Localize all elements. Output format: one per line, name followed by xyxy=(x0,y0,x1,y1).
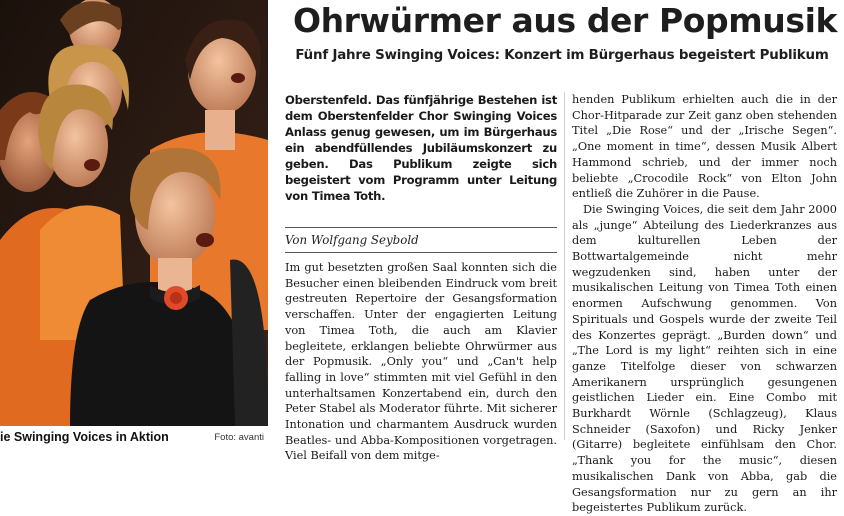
body-left-paragraph: Im gut besetzten großen Saal konnten sich die Besucher einen bleibenden Eindruck vom breit gestreuten Repertoire der Gesangsformation verschaffen. Unter der engagierten Leitung von Timea Toth, die auch am Klavier begleitete, erklangen beliebte Ohrwürmer aus der Popmusik. „Only you“ und „Can't help falling in love“ stimmten mit viel Gefühl in den unterhaltsamen Konzertabend ein, durch den Peter Stabel als Moderator führte. Mit sicherer Intonation und charmantem Ausdruck wurden Beatles- und Abba-Kompositionen vorgetragen. Viel Beifall von dem mitge- xyxy=(285,261,557,463)
photo-credit: Foto: avanti xyxy=(214,432,264,443)
article-body-left xyxy=(285,260,557,464)
article-lead-text: Das fünfjährige Bestehen ist dem Oberstenfelder Chor Swinging Voices Anlass genug gewesen, um im Bürgerhaus ein abendfüllendes Jubiläumskonzert zu geben. Das Publikum zeigte sich begeistert vom Programm unter Leitung von Timea Toth. xyxy=(285,93,557,203)
photo-caption: ie Swinging Voices in Aktion xyxy=(0,430,169,444)
choir-photo xyxy=(0,0,268,426)
article-subheadline: Fünf Jahre Swinging Voices: Konzert im Bürgerhaus begeistert Publikum xyxy=(295,48,829,63)
byline-rule-bottom xyxy=(285,252,557,253)
article-headline: Ohrwürmer aus der Popmusik xyxy=(292,1,838,40)
body-right-paragraph-1: henden Publikum erhielten auch die in der Chor-Hitparade zur Zeit ganz oben stehenden Titel „Die Rose“ und der „Irische Segen“. „One moment in time“, dessen Musik Albert Hammond schrieb, und der immer noch beliebte „Crocodile Rock“ von Elton John entließ die Zuhörer in die Pause. xyxy=(572,93,837,201)
article-dateline: Oberstenfeld. xyxy=(285,93,372,107)
article-body-right xyxy=(572,92,837,516)
column-gutter xyxy=(564,92,565,440)
byline-rule-top xyxy=(285,227,557,228)
body-right-paragraph-2: Die Swinging Voices, die seit dem Jahr 2000 als „junge“ Abteilung des Liederkranzes aus dem kulturellen Leben der Bottwartalgemeinde nicht mehr wegzudenken sind, haben unter der musikalischen Leitung von Timea Toth einen enormen Aufschwung genommen. Von Spirituals und Gospels wurde der zweite Teil des Konzertes geprägt. „Burden down“ und „The Lord is my light“ reihten sich in eine ganze Titelfolge dieser von schwarzen Amerikanern ursprünglich gesungenen geistlichen Lieder ein. Eine Combo mit Burkhardt Wörnle (Schlagzeug), Klaus Schneider (Saxofon) und Ricky Jenker (Gitarre) begleitete einfühlsam den Chor. „Thank you for the music“, diesen musikalischen Dank von Abba, gab die Gesangsformation nur zu gern an ihr begeistertes Publikum zurück. xyxy=(572,202,837,515)
photo-caption-bar xyxy=(0,428,268,448)
article-lead xyxy=(285,92,557,204)
article-byline: Von Wolfgang Seybold xyxy=(285,233,419,247)
choir-photo-illustration xyxy=(0,0,268,426)
